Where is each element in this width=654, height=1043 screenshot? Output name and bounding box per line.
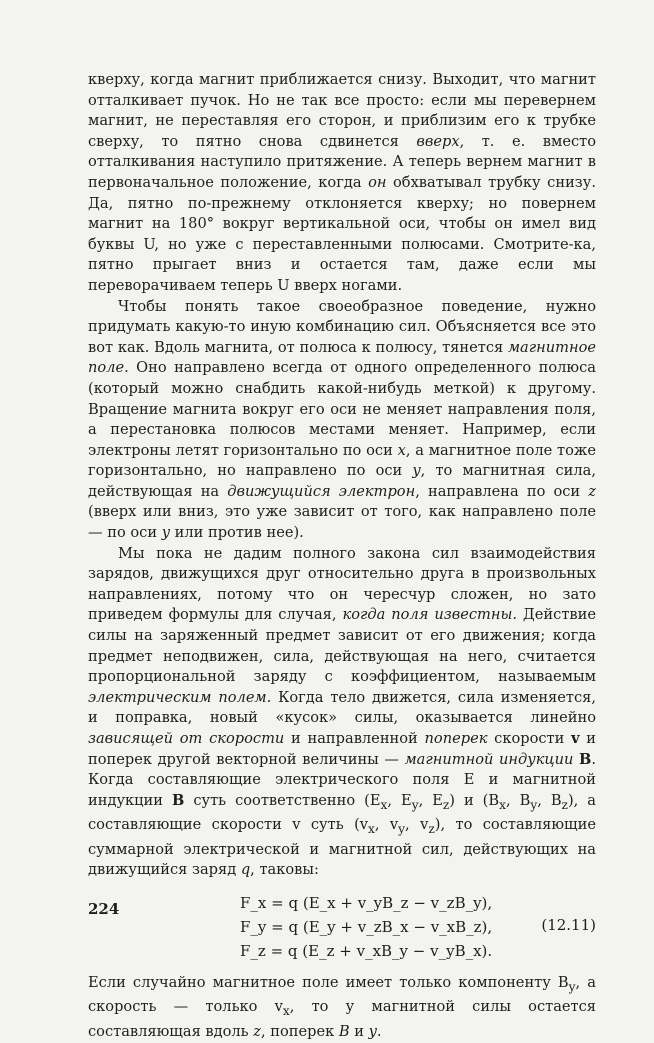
bold-span: B: [171, 791, 185, 809]
text-span: Если случайно магнитное поле имеет только компоненту B: [88, 973, 569, 991]
text-span: ), а составляющие скорости v суть (v: [88, 791, 596, 834]
paragraph-2: [88, 297, 596, 544]
text-span: ) и (B: [449, 791, 500, 809]
italic-span: магнитной индукции: [404, 750, 574, 768]
italic-span: B: [338, 1022, 350, 1040]
equation-number: (12.11): [541, 915, 596, 934]
text-span: Действие силы на заряженный предмет зависит от его движения; когда предмет неподвижен, сила, действующая на него, считается пропорциональной заряду с коэффициентом, называемым: [88, 606, 596, 686]
paragraph-4: [88, 973, 596, 1043]
text-span: Оно направлено всегда от одного определенного полюса (который можно снабдить какой-нибудь меткой) к другому. Вращение магнита вокруг его оси не меняет направления поля, а перестановка полюсов местами меняет. Например, если электроны летят горизонтально по оси: [88, 359, 596, 459]
italic-span: поперек: [424, 730, 488, 747]
subscript: y: [568, 979, 576, 994]
text-span: кверху, когда магнит приближается снизу. Выходит, что магнит отталкивает пучок. Но не так все просто: если мы перевернем магнит, не переставляя его сторон, и приблизим его к трубке сверху, то пятно снова сдвинется: [88, 71, 596, 150]
subscript: y: [398, 822, 406, 837]
subscript: x: [368, 822, 375, 837]
text-span: , то у магнитной силы остается составляющая вдоль: [88, 998, 597, 1040]
text-span: , направлена по оси: [415, 482, 589, 500]
subscript: z: [442, 797, 450, 812]
italic-span: y: [161, 524, 170, 542]
text-span: , B: [537, 791, 562, 809]
text-span: Чтобы понять такое своеобразное поведение, нужно придумать какую-то иную комбинацию сил. Объясняется все это вот как. Вдоль магнита, от полюса к полюсу, тянется: [88, 297, 596, 356]
subscript: x: [282, 1004, 290, 1019]
italic-span: вверх: [416, 132, 460, 150]
italic-span: электрическим полем.: [88, 688, 272, 706]
text-span: (вверх или вниз, это уже зависит от того, как направлено поле — по оси: [88, 503, 596, 542]
italic-span: движущийся электрон: [227, 482, 416, 500]
italic-span: зависящей от скорости: [88, 730, 285, 747]
italic-span: x: [397, 441, 406, 459]
text-span: обхватывал трубку снизу. Да, пятно по-прежнему отклоняется кверху; но повернем магнит на 180° вокруг вертикальной оси, чтобы он имел вид буквы U, но уже с переставленными полюсами. Смотрите-ка, пятно прыгает вниз и остается там, даже если мы переворачиваем теперь U вверх ногами.: [88, 173, 596, 294]
text-span: , v: [405, 816, 429, 834]
body-text: [88, 70, 596, 1043]
text-span: , v: [374, 816, 399, 834]
text-span: и: [349, 1022, 369, 1040]
italic-span: магнитное поле.: [88, 338, 596, 377]
text-span: и направленной: [284, 730, 425, 747]
equation-fy: F_y = q (E_y + v_zB_x − v_xB_z),: [240, 917, 493, 936]
text-span: ), то составляющие суммарной электрической и магнитной сил, действующих на движущийся заряд: [88, 816, 596, 879]
subscript: z: [561, 797, 568, 812]
text-span: , таковы:: [250, 861, 319, 879]
text-span: . Когда составляющие электрического поля E и магнитной индукции: [88, 750, 596, 809]
equation-fz: F_z = q (E_z + v_xB_y − v_yB_x).: [240, 941, 493, 960]
text-span: Мы пока не дадим полного закона сил взаимодействия зарядов, движущихся друг относительно друга в произвольных направлениях, потому что он чересчур сложен, но зато приведем формулы для случая,: [88, 544, 596, 624]
text-span: и поперек другой векторной величины —: [88, 730, 596, 768]
subscript: x: [380, 797, 388, 812]
subscript: y: [530, 797, 538, 812]
text-span: , E: [418, 791, 443, 809]
text-span: , а магнитное поле тоже горизонтально, но направлено по оси: [88, 441, 596, 480]
bold-span: v: [571, 730, 580, 747]
subscript: x: [499, 797, 506, 812]
italic-span: q: [240, 861, 251, 879]
subscript: z: [428, 822, 435, 837]
equation-fx: F_x = q (E_x + v_yB_z − v_zB_y),: [240, 893, 493, 912]
text-span: , поперек: [260, 1022, 339, 1040]
paragraph-1: [88, 70, 596, 297]
text-span: суть соответственно (E: [184, 791, 381, 809]
paragraph-3: [88, 544, 596, 881]
italic-span: когда поля известны.: [342, 606, 517, 624]
page-number: 224: [88, 900, 120, 918]
italic-span: он: [368, 173, 387, 191]
text-span: , а скорость — только v: [88, 973, 596, 1016]
text-span: скорости: [487, 730, 572, 747]
text-span: , то магнитная сила, действующая на: [88, 462, 596, 500]
equation-block: [88, 891, 596, 965]
text-span: или против нее).: [169, 524, 304, 542]
text-span: .: [376, 1022, 382, 1040]
bold-span: B: [579, 750, 592, 768]
text-span: , E: [387, 791, 412, 809]
italic-span: z: [253, 1022, 261, 1040]
text-span: , B: [505, 791, 531, 809]
equation-lines: [240, 891, 492, 963]
italic-span: z: [588, 482, 596, 500]
italic-span: y: [412, 462, 421, 480]
text-span: Когда тело движется, сила изменяется, и поправка, новый «кусок» силы, оказывается линейно: [88, 688, 596, 727]
subscript: y: [411, 797, 419, 812]
italic-span: y: [368, 1022, 377, 1040]
text-span: , т. е. вместо отталкивания наступило притяжение. А теперь вернем магнит в первоначальное положение, когда: [88, 132, 597, 191]
